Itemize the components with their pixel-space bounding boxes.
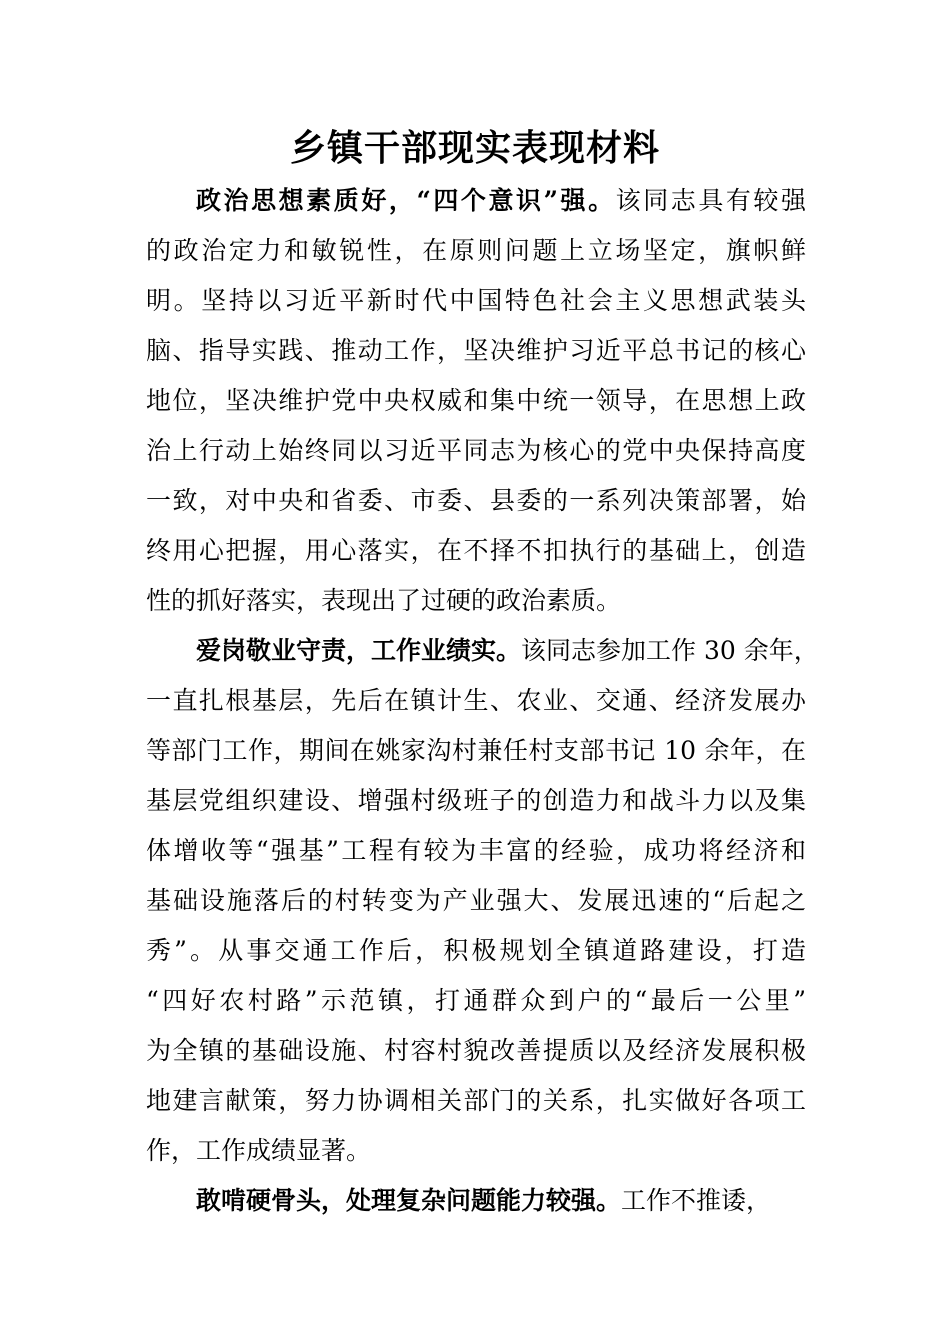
- paragraph-text: 工作不推诿，: [621, 1186, 772, 1215]
- section-heading: 敢啃硬骨头，处理复杂问题能力较强。: [196, 1186, 622, 1215]
- paragraph-line: 地建言献策，努力协调相关部门的关系，扎实做好各项工: [146, 1086, 806, 1115]
- paragraph-line: [196, 1176, 806, 1226]
- paragraph-line: 为全镇的基础设施、村容村貌改善提质以及经济发展积极: [146, 1036, 806, 1065]
- paragraph-line: 等部门工作，期间在姚家沟村兼任村支部书记 10 余年，在: [146, 736, 806, 765]
- paragraph-line: 治上行动上始终同以习近平同志为核心的党中央保持高度: [146, 436, 806, 465]
- paragraph-text: 该同志参加工作 30 余年，: [521, 636, 819, 665]
- paragraph-line: 一直扎根基层，先后在镇计生、农业、交通、经济发展办: [146, 686, 806, 715]
- paragraph-line: [196, 176, 806, 226]
- paragraph-line: 秀”。从事交通工作后，积极规划全镇道路建设，打造: [146, 936, 806, 965]
- paragraph-line: 体增收等“强基”工程有较为丰富的经验，成功将经济和: [146, 836, 806, 865]
- paragraph-line: “四好农村路”示范镇，打通群众到户的“最后一公里”: [146, 986, 806, 1015]
- paragraph-line: 脑、指导实践、推动工作，坚决维护习近平总书记的核心: [146, 336, 806, 365]
- paragraph-text: 该同志具有较强: [615, 186, 806, 215]
- paragraph-line: 基层党组织建设、增强村级班子的创造力和战斗力以及集: [146, 786, 806, 815]
- section-heading: 爱岗敬业守责，工作业绩实。: [196, 636, 522, 665]
- paragraph-line: 明。坚持以习近平新时代中国特色社会主义思想武装头: [146, 286, 806, 315]
- paragraph-line: [196, 626, 819, 676]
- paragraph-line: 性的抓好落实，表现出了过硬的政治素质。: [146, 586, 622, 615]
- paragraph-line: 作，工作成绩显著。: [146, 1136, 372, 1165]
- section-heading: 政治思想素质好，“四个意识”强。: [196, 186, 616, 215]
- paragraph-line: 的政治定力和敏锐性，在原则问题上立场坚定，旗帜鲜: [146, 236, 806, 265]
- paragraph-line: 地位，坚决维护党中央权威和集中统一领导，在思想上政: [146, 386, 806, 415]
- document-title: 乡镇干部现实表现材料: [289, 127, 660, 169]
- paragraph-line: 一致，对中央和省委、市委、县委的一系列决策部署，始: [146, 486, 806, 515]
- paragraph-line: 基础设施落后的村转变为产业强大、发展迅速的“后起之: [146, 886, 806, 915]
- paragraph-line: 终用心把握，用心落实，在不择不扣执行的基础上，创造: [146, 536, 806, 565]
